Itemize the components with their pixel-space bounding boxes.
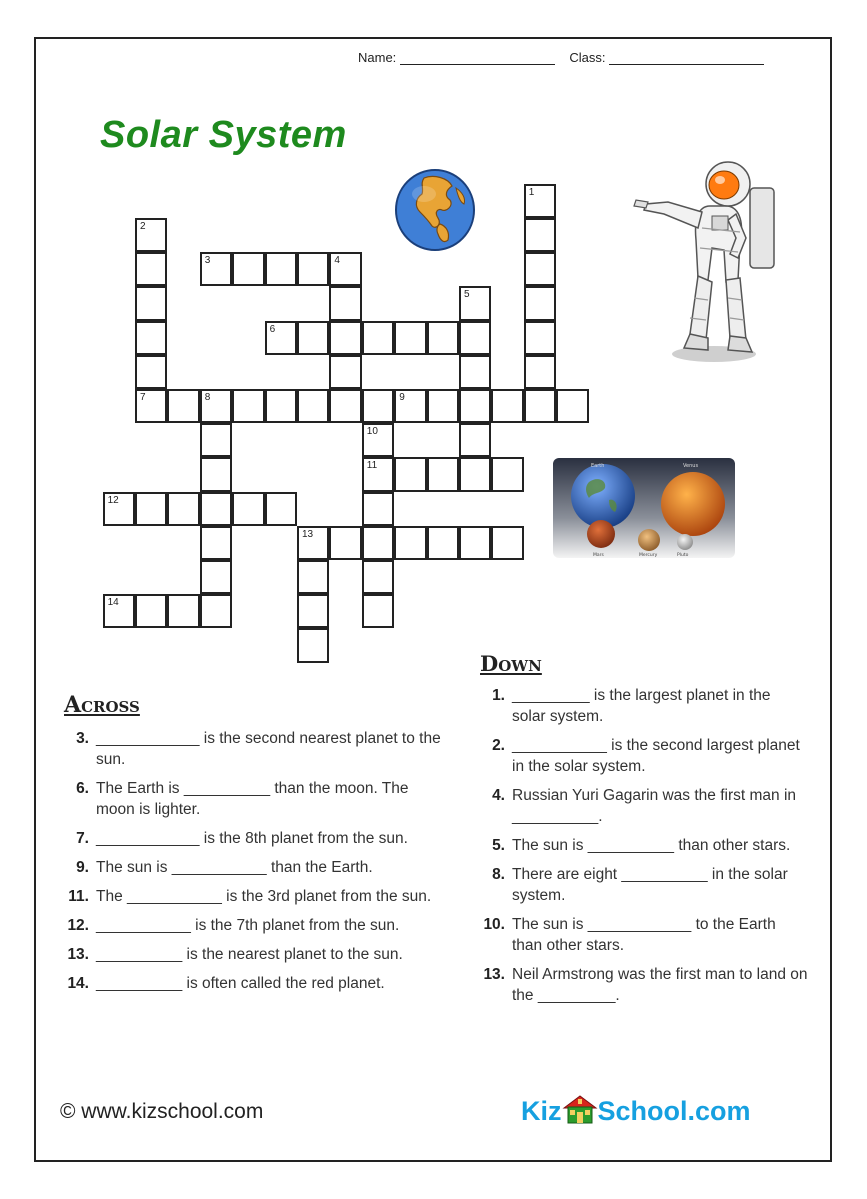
crossword-cell[interactable]	[329, 286, 361, 320]
crossword-cell[interactable]	[265, 492, 297, 526]
cell-number: 12	[107, 494, 119, 506]
astronaut-icon	[628, 158, 783, 368]
crossword-cell[interactable]	[200, 457, 232, 491]
crossword-cell[interactable]	[394, 321, 426, 355]
clue-text: The ___________ is the 3rd planet from the sun.	[96, 888, 432, 905]
crossword-cell[interactable]	[135, 492, 167, 526]
crossword-cell[interactable]	[427, 457, 459, 491]
planets-photo-icon	[553, 458, 735, 558]
label-mars: Mars	[593, 553, 604, 558]
across-clue-list	[62, 728, 447, 1002]
crossword-cell[interactable]	[362, 594, 394, 628]
crossword-cell[interactable]	[524, 218, 556, 252]
across-clue	[62, 828, 447, 849]
crossword-cell[interactable]	[232, 252, 264, 286]
crossword-cell[interactable]	[459, 526, 491, 560]
clue-number: 12.	[67, 917, 89, 934]
earth-globe-icon	[394, 168, 476, 252]
clue-text: The sun is ___________ than the Earth.	[96, 859, 373, 876]
clue-number: 13.	[67, 946, 89, 963]
cell-number: 1	[528, 186, 535, 198]
across-clue	[62, 944, 447, 965]
label-pluto: Pluto	[677, 553, 689, 558]
down-clue	[478, 835, 808, 856]
across-clue	[62, 728, 447, 770]
crossword-cell[interactable]	[200, 252, 232, 286]
crossword-cell[interactable]	[329, 389, 361, 423]
crossword-cell[interactable]	[297, 628, 329, 662]
clue-number: 11.	[68, 888, 89, 905]
crossword-cell[interactable]	[135, 355, 167, 389]
cell-number: 11	[366, 460, 378, 472]
cell-number: 5	[464, 289, 470, 301]
crossword-cell[interactable]	[491, 526, 523, 560]
crossword-cell[interactable]	[103, 594, 135, 628]
crossword-cell[interactable]	[265, 321, 297, 355]
clue-number: 6.	[76, 780, 89, 797]
clue-number: 1.	[492, 687, 505, 704]
clue-text: There are eight __________ in the solar system.	[512, 866, 788, 904]
page-title: Solar System	[100, 114, 347, 156]
down-clue	[478, 735, 808, 777]
planets-photo	[553, 458, 735, 558]
class-label: Class:	[569, 50, 606, 65]
crossword-cell[interactable]	[135, 594, 167, 628]
crossword-cell[interactable]	[362, 457, 394, 491]
crossword-cell[interactable]	[297, 389, 329, 423]
crossword-cell[interactable]	[297, 526, 329, 560]
clue-number: 2.	[492, 737, 505, 754]
clue-text: Neil Armstrong was the first man to land on the _________.	[512, 966, 808, 1004]
label-venus: Venus	[683, 463, 699, 469]
crossword-cell[interactable]	[459, 423, 491, 457]
crossword-cell[interactable]	[491, 457, 523, 491]
down-clue	[478, 685, 808, 727]
clue-number: 8.	[492, 866, 505, 883]
schoolhouse-icon	[562, 1094, 598, 1124]
clue-text: ___________ is the 7th planet from the sun.	[96, 917, 400, 934]
crossword-cell[interactable]	[556, 389, 588, 423]
crossword-cell[interactable]	[459, 286, 491, 320]
crossword-cell[interactable]	[362, 423, 394, 457]
crossword-cell[interactable]	[491, 389, 523, 423]
crossword-cell[interactable]	[135, 321, 167, 355]
class-field-line[interactable]	[609, 50, 764, 65]
crossword-cell[interactable]	[524, 355, 556, 389]
crossword-cell[interactable]	[329, 526, 361, 560]
name-field-line[interactable]	[400, 50, 555, 65]
crossword-cell[interactable]	[459, 321, 491, 355]
crossword-cell[interactable]	[167, 594, 199, 628]
crossword-cell[interactable]	[265, 389, 297, 423]
cell-number: 9	[399, 392, 405, 403]
cell-number: 3	[204, 255, 211, 267]
cell-number: 4	[334, 255, 340, 267]
crossword-cell[interactable]	[103, 492, 135, 526]
cell-number: 8	[204, 392, 211, 403]
crossword-cell[interactable]	[394, 389, 426, 423]
down-clue	[478, 785, 808, 827]
clue-number: 9.	[76, 859, 89, 876]
clue-number: 3.	[76, 730, 89, 747]
clue-text: The sun is ____________ to the Earth than other stars.	[512, 916, 776, 954]
clue-number: 10.	[483, 916, 505, 933]
crossword-cell[interactable]	[362, 389, 394, 423]
clue-text: __________ is the nearest planet to the sun.	[96, 946, 403, 963]
clue-text: ____________ is the 8th planet from the sun.	[96, 830, 408, 847]
crossword-cell[interactable]	[167, 389, 199, 423]
crossword-cell[interactable]	[459, 457, 491, 491]
crossword-cell[interactable]	[427, 389, 459, 423]
crossword-cell[interactable]	[427, 526, 459, 560]
crossword-cell[interactable]	[297, 560, 329, 594]
crossword-cell[interactable]	[135, 252, 167, 286]
crossword-cell[interactable]	[200, 423, 232, 457]
crossword-cell[interactable]	[394, 526, 426, 560]
clue-text: ____________ is the second nearest planet to the sun.	[96, 730, 441, 768]
label-earth: Earth	[591, 463, 605, 469]
crossword-cell[interactable]	[524, 321, 556, 355]
across-clue	[62, 778, 447, 820]
crossword-cell[interactable]	[427, 321, 459, 355]
down-heading: Down	[480, 651, 542, 676]
down-clue	[478, 914, 808, 956]
crossword-cell[interactable]	[329, 355, 361, 389]
down-clue-list	[478, 685, 808, 1014]
crossword-cell[interactable]	[232, 492, 264, 526]
brand-left: Kiz	[521, 1096, 562, 1126]
cell-number: 14	[107, 597, 119, 609]
crossword-cell[interactable]	[135, 389, 167, 423]
across-clue	[62, 915, 447, 936]
crossword-cell[interactable]	[200, 492, 232, 526]
crossword-cell[interactable]	[297, 594, 329, 628]
across-heading: Across	[64, 692, 140, 718]
clue-text: __________ is often called the red planet.	[96, 975, 385, 992]
crossword-cell[interactable]	[362, 321, 394, 355]
crossword-cell[interactable]	[200, 594, 232, 628]
clue-text: The Earth is __________ than the moon. The moon is lighter.	[96, 780, 409, 818]
crossword-cell[interactable]	[200, 389, 232, 423]
crossword-cell[interactable]	[200, 526, 232, 560]
clue-number: 13.	[483, 966, 505, 983]
crossword-cell[interactable]	[232, 389, 264, 423]
cell-number: 6	[269, 323, 276, 335]
clue-text: ___________ is the second largest planet in the solar system.	[512, 737, 800, 775]
across-clue	[62, 886, 447, 907]
brand-logo	[521, 1094, 751, 1127]
crossword-cell[interactable]	[297, 321, 329, 355]
across-clue	[62, 857, 447, 878]
name-label: Name:	[358, 50, 397, 65]
across-clue	[62, 973, 447, 994]
crossword-cell[interactable]	[362, 492, 394, 526]
down-clue	[478, 964, 808, 1006]
crossword-cell[interactable]	[524, 389, 556, 423]
crossword-cell[interactable]	[459, 355, 491, 389]
name-class-bar	[358, 50, 764, 65]
crossword-cell[interactable]	[362, 560, 394, 594]
crossword-cell[interactable]	[297, 252, 329, 286]
crossword-cell[interactable]	[329, 252, 361, 286]
crossword-cell[interactable]	[135, 286, 167, 320]
brand-right: School.com	[597, 1096, 751, 1126]
clue-number: 7.	[76, 830, 89, 847]
clue-number: 5.	[492, 837, 505, 854]
cell-number: 2	[140, 221, 146, 232]
crossword-cell[interactable]	[459, 389, 491, 423]
crossword-cell[interactable]	[524, 252, 556, 286]
clue-number: 14.	[67, 975, 89, 992]
down-clue	[478, 864, 808, 906]
crossword-cell[interactable]	[362, 526, 394, 560]
clue-text: Russian Yuri Gagarin was the first man in __________.	[512, 787, 797, 825]
clue-text: The sun is __________ than other stars.	[512, 837, 791, 854]
crossword-cell[interactable]	[167, 492, 199, 526]
cell-number: 13	[302, 528, 314, 540]
crossword-cell[interactable]	[200, 560, 232, 594]
crossword-cell[interactable]	[524, 286, 556, 320]
crossword-cell[interactable]	[265, 252, 297, 286]
footer-url: © www.kizschool.com	[60, 1100, 264, 1123]
crossword-cell[interactable]	[394, 457, 426, 491]
clue-text: _________ is the largest planet in the solar system.	[512, 687, 771, 725]
cell-number: 7	[140, 392, 146, 403]
crossword-cell[interactable]	[524, 184, 556, 218]
cell-number: 10	[366, 426, 378, 438]
clue-number: 4.	[492, 787, 505, 804]
crossword-cell[interactable]	[329, 321, 361, 355]
crossword-cell[interactable]	[135, 218, 167, 252]
label-mercury: Mercury	[639, 553, 658, 558]
